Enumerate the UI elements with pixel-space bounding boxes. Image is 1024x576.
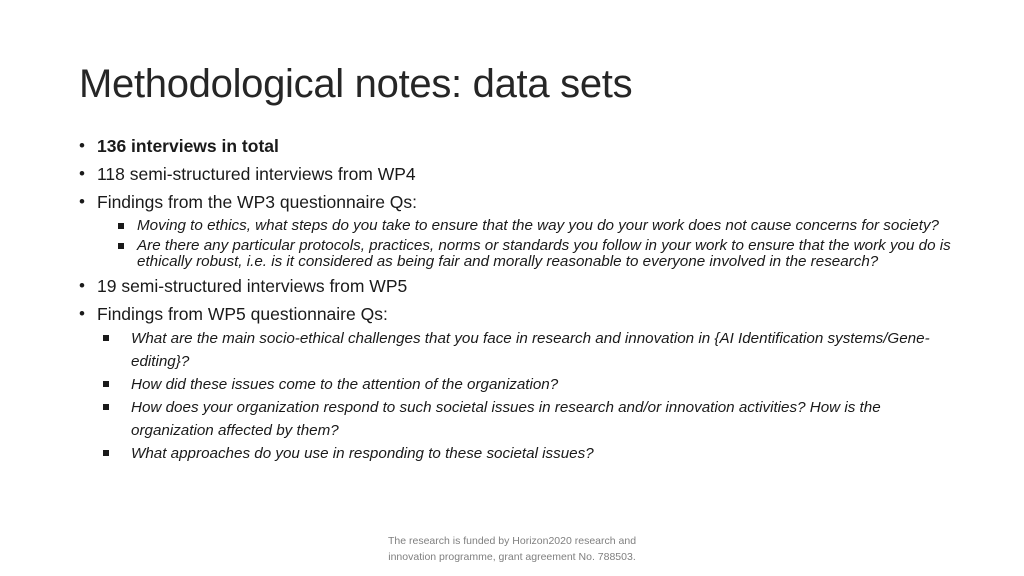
bullet-text: 136 interviews in total (97, 136, 279, 156)
bullet-item (79, 134, 959, 158)
sub-bullet-item (118, 218, 959, 234)
square-bullet-icon (118, 243, 124, 249)
bullet-text: Findings from the WP3 questionnaire Qs: (97, 192, 418, 212)
square-bullet-icon (103, 381, 109, 387)
bullet-list (79, 132, 959, 465)
bullet-item (79, 274, 959, 298)
footer-line: The research is funded by Horizon2020 research and (387, 535, 637, 547)
sub-bullet-text: How does your organization respond to such societal issues in research and/or innovation activities? How is the organization affected by them? (131, 399, 881, 439)
bullet-item (79, 190, 959, 214)
bullet-item (79, 302, 959, 326)
sub-bullet-text: What are the main socio-ethical challenges that you face in research and innovation in {AI Identification systems/Gene-editing}? (131, 330, 930, 370)
bullet-item (79, 162, 959, 186)
sub-bullet-item (103, 373, 959, 396)
bullet-dot-icon: • (79, 136, 85, 155)
sub-bullet-item (103, 442, 959, 465)
bullet-text: 19 semi-structured interviews from WP5 (97, 276, 408, 296)
bullet-dot-icon: • (79, 304, 85, 323)
sub-list-container (79, 218, 959, 270)
bullet-dot-icon: • (79, 164, 85, 183)
sub-bullet-text: How did these issues come to the attention of the organization? (131, 376, 559, 393)
bullet-dot-icon: • (79, 276, 85, 295)
square-bullet-icon (103, 404, 109, 410)
sub-bullet-item (103, 327, 959, 373)
sub-list-container (79, 327, 959, 465)
footer-line: innovation programme, grant agreement No. 788503. (388, 551, 636, 563)
bullet-text: Findings from WP5 questionnaire Qs: (97, 304, 388, 324)
sub-bullet-text: What approaches do you use in responding to these societal issues? (131, 445, 594, 462)
sub-bullet-list (79, 327, 959, 465)
square-bullet-icon (103, 335, 109, 341)
bullet-dot-icon: • (79, 192, 85, 211)
slide-title: Methodological notes: data sets (79, 62, 633, 106)
sub-bullet-item (118, 238, 959, 270)
square-bullet-icon (118, 223, 124, 229)
funding-footer (312, 533, 712, 565)
square-bullet-icon (103, 450, 109, 456)
sub-bullet-text: Are there any particular protocols, practices, norms or standards you follow in your work to ensure that the work you do is ethically robust, i.e. is it considered as being fair and morally reasonable to everyone involved in the research? (137, 237, 951, 270)
sub-bullet-item (103, 396, 959, 442)
sub-bullet-text: Moving to ethics, what steps do you take to ensure that the way you do your work does not cause concerns for society? (137, 217, 940, 234)
sub-bullet-list (79, 218, 959, 270)
bullet-text: 118 semi-structured interviews from WP4 (97, 164, 416, 184)
